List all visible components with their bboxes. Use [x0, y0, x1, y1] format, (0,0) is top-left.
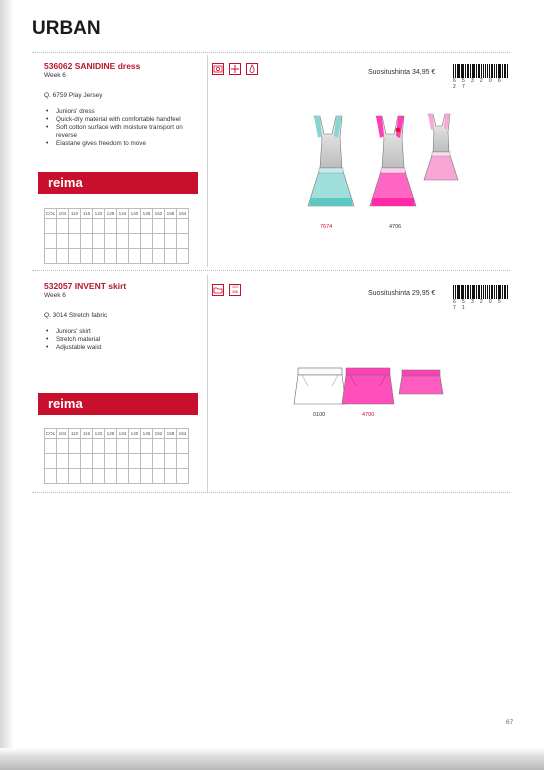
price-label: Suositushinta 34,95 €	[368, 69, 436, 76]
barcode-bar	[487, 285, 488, 299]
barcode-bar	[504, 64, 505, 78]
page-edge-shadow	[0, 0, 14, 770]
skirt-pink	[342, 368, 394, 404]
size-chart-icon: 123 456	[229, 284, 241, 296]
barcode-bar	[499, 64, 501, 78]
table-cell: 122	[93, 429, 105, 439]
barcode-bar	[468, 285, 469, 299]
list-item: • Stretch material	[56, 336, 184, 344]
size-table	[44, 428, 189, 484]
barcode-bar	[467, 64, 468, 78]
barcode-bar	[470, 285, 471, 299]
table-row	[45, 439, 189, 454]
list-item: • Elastane gives freedom to move	[56, 140, 184, 148]
color-code: 4706	[389, 224, 402, 230]
barcode-bar	[498, 285, 499, 299]
barcode-bar	[457, 285, 458, 299]
table-row	[45, 219, 189, 234]
barcode-bar	[498, 64, 499, 78]
column-divider	[207, 275, 208, 492]
barcode-number: 6 5 3 2 0 6 2 7	[453, 78, 504, 90]
feature-list	[44, 108, 184, 148]
table-cell: 134	[117, 209, 129, 219]
table-row	[45, 249, 189, 264]
barcode-bar	[470, 64, 471, 78]
barcode-bar	[502, 64, 503, 78]
barcode-bar	[491, 64, 492, 78]
list-item: • Quick-dry material with comfortable handfeel	[56, 116, 184, 124]
table-cell: 128	[105, 429, 117, 439]
flame-icon	[246, 63, 258, 75]
table-cell: 164	[177, 429, 189, 439]
separator-line	[32, 52, 510, 53]
barcode-bar	[476, 64, 477, 78]
barcode-bar	[494, 64, 495, 78]
barcode-bar	[481, 285, 482, 299]
table-cell: COL	[45, 429, 57, 439]
column-divider	[207, 55, 208, 267]
section-title: URBAN	[32, 18, 101, 39]
barcode-bar	[507, 285, 508, 299]
barcode-bar	[485, 64, 486, 78]
table-cell: 116	[81, 429, 93, 439]
barcode-bar	[453, 285, 454, 299]
barcode-bar	[472, 285, 473, 299]
barcode-bar	[478, 285, 479, 299]
page-number: 67	[506, 719, 514, 726]
barcode-bar	[461, 64, 462, 78]
list-item: • Juniors' dress	[56, 108, 184, 116]
dress-illustration	[296, 108, 466, 216]
list-item: • Juniors' skirt	[56, 328, 184, 336]
barcode	[453, 60, 509, 90]
table-cell: 164	[177, 209, 189, 219]
barcode-bar	[479, 64, 480, 78]
barcode-bar	[468, 64, 469, 78]
table-cell: 146	[141, 429, 153, 439]
table-row	[45, 234, 189, 249]
product-quality: Q. 3014 Stretch fabric	[44, 312, 108, 319]
product-title: 532057 INVENT skirt	[44, 281, 127, 291]
barcode-bar	[491, 285, 492, 299]
barcode-bar	[473, 285, 474, 299]
barcode-bar	[502, 285, 503, 299]
barcode-bar	[492, 64, 493, 78]
barcode-bar	[465, 64, 466, 78]
barcode-number: 6 5 3 2 0 5 7 1	[453, 299, 504, 311]
barcode-bar	[462, 285, 464, 299]
product-quality: Q. 6759 Play Jersey	[44, 92, 103, 99]
barcode-bar	[483, 285, 485, 299]
brand-logo: reima	[38, 172, 198, 194]
barcode	[453, 281, 509, 311]
skirt-illustration	[288, 364, 448, 414]
barcode-bar	[476, 285, 477, 299]
table-cell: 104	[57, 209, 69, 219]
brand-logo: reima	[38, 393, 198, 415]
table-cell: 128	[105, 209, 117, 219]
barcode-bar	[496, 64, 497, 78]
barcode-bar	[499, 285, 501, 299]
separator-line	[32, 270, 510, 271]
barcode-bar	[504, 285, 505, 299]
barcode-bar	[485, 285, 486, 299]
barcode-bar	[492, 285, 493, 299]
barcode-bar	[489, 64, 490, 78]
table-cell: 146	[141, 209, 153, 219]
color-code: 4700	[362, 412, 375, 418]
barcode-bar	[455, 64, 456, 78]
plus-icon	[229, 63, 241, 75]
table-cell: 158	[165, 429, 177, 439]
barcode-bar	[478, 64, 479, 78]
table-cell: 134	[117, 429, 129, 439]
price-label: Suositushinta 29,95 €	[368, 290, 436, 297]
barcode-bar	[461, 285, 462, 299]
skirt-white	[294, 368, 346, 404]
color-code: 0100	[313, 412, 326, 418]
barcode-bar	[483, 64, 485, 78]
barcode-bar	[473, 64, 474, 78]
barcode-bar	[457, 64, 458, 78]
table-cell: 110	[69, 429, 81, 439]
barcode-bar	[481, 64, 482, 78]
wash-icon	[212, 63, 224, 75]
separator-line	[32, 492, 510, 493]
barcode-bar	[496, 285, 497, 299]
barcode-bar	[505, 285, 506, 299]
product-week: Week 6	[44, 292, 66, 299]
product-title: 536062 SANIDINE dress	[44, 61, 141, 71]
table-cell: COL	[45, 209, 57, 219]
skirt-pink-back	[399, 370, 443, 394]
table-row	[45, 469, 189, 484]
table-cell: 110	[69, 209, 81, 219]
product-week: Week 6	[44, 72, 66, 79]
barcode-bar	[489, 285, 490, 299]
barcode-bar	[472, 64, 473, 78]
list-item: • Soft cotton surface with moisture transport on reverse	[56, 124, 184, 140]
barcode-bar	[462, 64, 464, 78]
table-cell: 122	[93, 209, 105, 219]
barcode-bar	[494, 285, 495, 299]
dress-back-view	[424, 114, 458, 180]
barcode-bar	[479, 285, 480, 299]
dress-pink	[370, 116, 416, 206]
list-item: • Adjustable waist	[56, 344, 184, 352]
barcode-bar	[505, 64, 506, 78]
barcode-bar	[458, 285, 459, 299]
barcode-bar	[487, 64, 488, 78]
barcode-bar	[455, 285, 456, 299]
table-cell: 104	[57, 429, 69, 439]
table-row	[45, 454, 189, 469]
feature-list	[44, 328, 184, 352]
barcode-bar	[467, 285, 468, 299]
barcode-bar	[465, 285, 466, 299]
table-cell: 116	[81, 209, 93, 219]
table-cell: 158	[165, 209, 177, 219]
dress-teal	[308, 116, 354, 206]
color-code: 7674	[320, 224, 333, 230]
folder-icon	[212, 284, 224, 296]
table-cell: 152	[153, 209, 165, 219]
page-bottom-shadow	[0, 748, 544, 770]
barcode-bar	[453, 64, 454, 78]
size-table	[44, 208, 189, 264]
barcode-bar	[507, 64, 508, 78]
table-cell: 140	[129, 429, 141, 439]
barcode-bar	[458, 64, 459, 78]
table-cell: 140	[129, 209, 141, 219]
table-cell: 152	[153, 429, 165, 439]
